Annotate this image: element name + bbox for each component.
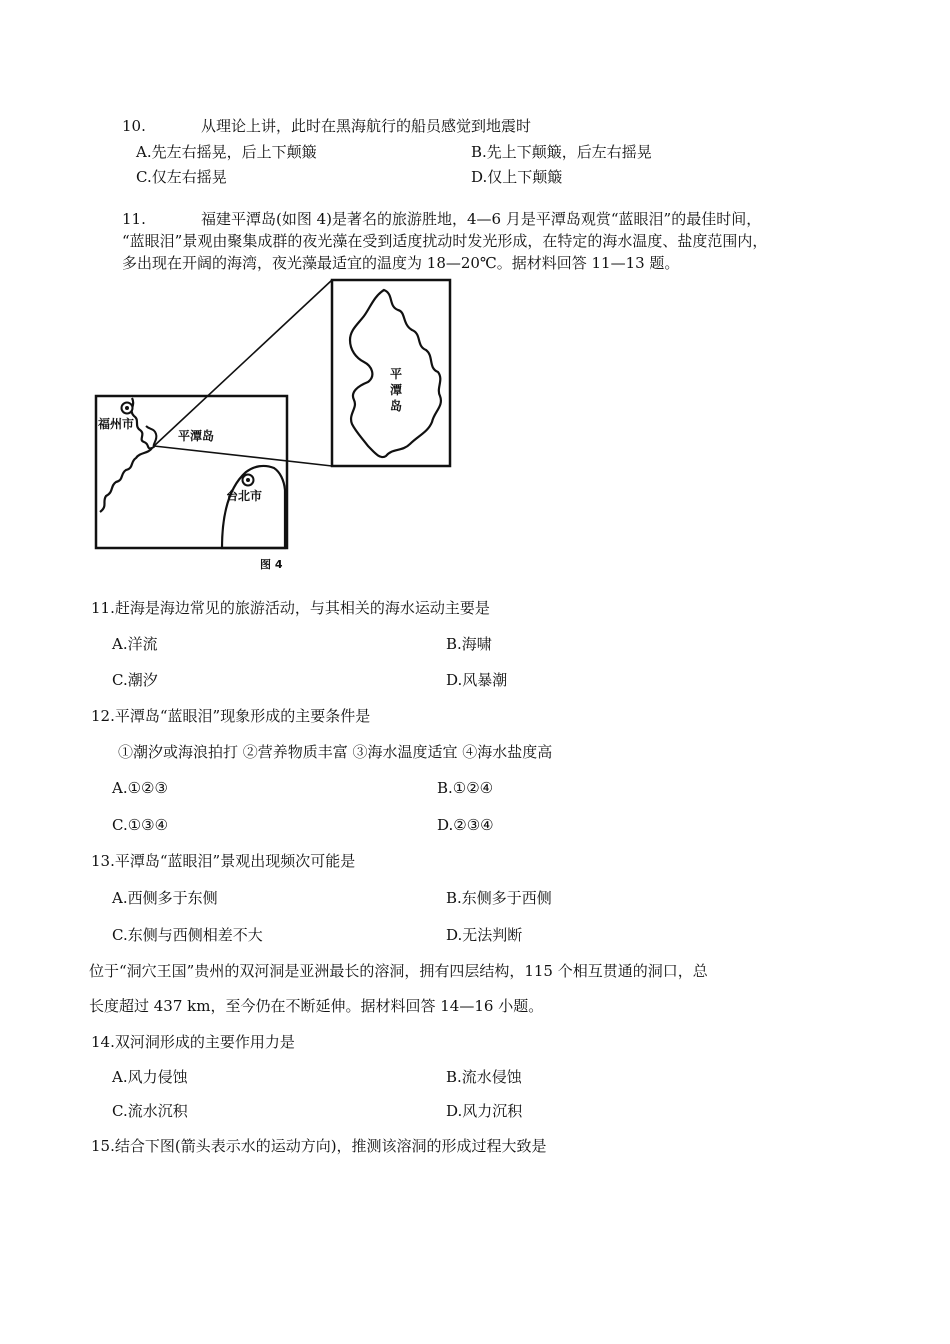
- q10-option-a: A.先左右摇晃，后上下颠簸: [136, 143, 317, 161]
- q11-option-d: D.风暴潮: [446, 671, 508, 689]
- q14-option-d: D.风力沉积: [446, 1102, 523, 1120]
- q12-option-b: B.①②④: [437, 779, 494, 797]
- q12-option-c: C.①③④: [112, 816, 169, 834]
- q14-option-a: A.风力侵蚀: [112, 1068, 188, 1086]
- q13-option-d: D.无法判断: [446, 926, 523, 944]
- q11-stem: 11.赶海是海边常见的旅游活动，与其相关的海水运动主要是: [91, 599, 490, 617]
- material-11-line3: 多出现在开阔的海湾，夜光藻最适宜的温度为 18—20℃。据材料回答 11—13 题。: [122, 254, 680, 272]
- q11-option-a: A.洋流: [112, 635, 158, 653]
- material-11-number: 11.: [122, 210, 146, 228]
- inset-label-char2: 潭: [390, 383, 403, 397]
- material-14-line1: 位于“洞穴王国”贵州的双河洞是亚洲最长的溶洞，拥有四层结构，115 个相互贯通的洞口，总: [89, 962, 708, 980]
- q15-stem: 15.结合下图(箭头表示水的运动方向)，推测该溶洞的形成过程大致是: [91, 1137, 547, 1155]
- connector-line-top: [154, 280, 332, 446]
- q12-stem: 12.平潭岛“蓝眼泪”现象形成的主要条件是: [91, 707, 371, 725]
- material-11-line2: “蓝眼泪”景观由聚集成群的夜光藻在受到适度扰动时发光形成，在特定的海水温度、盐度范围内，: [122, 232, 768, 250]
- q13-stem: 13.平潭岛“蓝眼泪”景观出现频次可能是: [91, 852, 356, 870]
- pingtan-map-figure: [88, 276, 460, 578]
- q14-stem: 14.双河洞形成的主要作用力是: [91, 1033, 295, 1051]
- mainland-coastline: [100, 398, 152, 512]
- q10-option-b: B.先上下颠簸，后左右摇晃: [471, 143, 652, 161]
- material-14-line2: 长度超过 437 km，至今仍在不断延伸。据材料回答 14—16 小题。: [89, 997, 544, 1015]
- q12-option-d: D.②③④: [437, 816, 494, 834]
- q11-option-b: B.海啸: [446, 635, 492, 653]
- inset-label-char3: 岛: [390, 399, 403, 413]
- label-taipei: 台北市: [226, 489, 263, 503]
- q14-option-c: C.流水沉积: [112, 1102, 188, 1120]
- inset-label-char1: 平: [390, 367, 403, 381]
- label-pingtan: 平潭岛: [178, 429, 215, 443]
- q14-option-b: B.流水侵蚀: [446, 1068, 522, 1086]
- q13-option-a: A.西侧多于东侧: [112, 889, 218, 907]
- q10-option-c: C.仅左右摇晃: [136, 168, 227, 186]
- q12-conditions: ①潮汐或海浪拍打 ②营养物质丰富 ③海水温度适宜 ④海水盐度高: [118, 743, 553, 761]
- q12-option-a: A.①②③: [112, 779, 168, 797]
- label-fuzhou: 福州市: [98, 417, 135, 431]
- material-11-line1: 福建平潭岛(如图 4)是著名的旅游胜地，4—6 月是平潭岛观赏“蓝眼泪”的最佳时间，: [201, 210, 762, 228]
- connector-line-bottom: [154, 446, 332, 466]
- q11-option-c: C.潮汐: [112, 671, 158, 689]
- q13-option-c: C.东侧与西侧相差不大: [112, 926, 263, 944]
- q10-option-d: D.仅上下颠簸: [471, 168, 563, 186]
- q13-option-b: B.东侧多于西侧: [446, 889, 552, 907]
- q10-stem: 从理论上讲，此时在黑海航行的船员感觉到地震时: [201, 117, 532, 135]
- figure-caption: 图 4: [260, 558, 283, 571]
- q10-number: 10.: [122, 117, 146, 135]
